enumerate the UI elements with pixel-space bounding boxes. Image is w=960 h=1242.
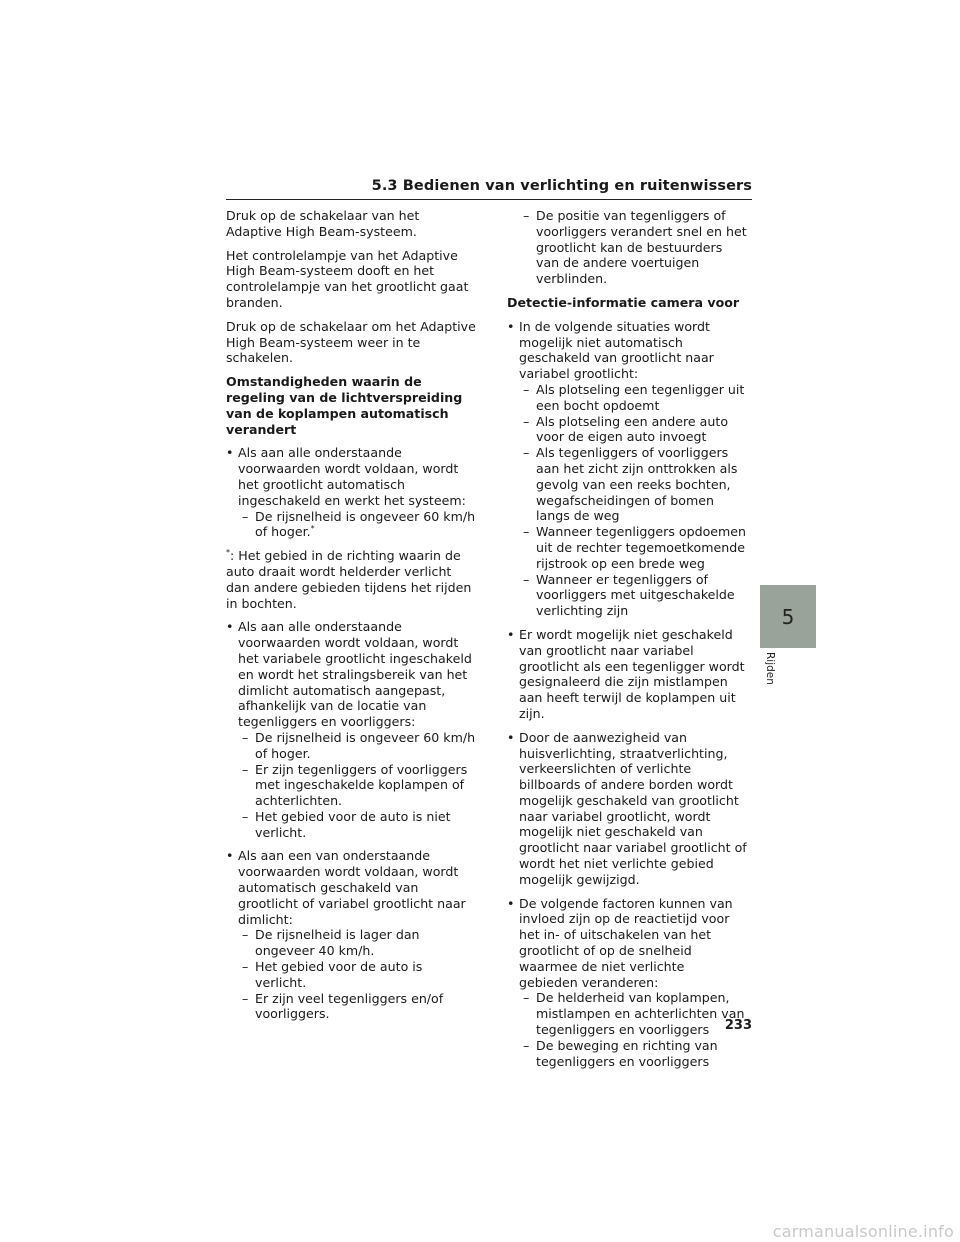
list-item bbox=[507, 627, 747, 722]
sub-list-item: – Wanneer tegenliggers opdoemen uit de rechter tegemoetkomende rijstrook op een brede weg bbox=[519, 524, 747, 571]
list-item bbox=[507, 319, 747, 619]
section-header: 5.3 Bedienen van verlichting en ruitenwissers bbox=[371, 178, 752, 194]
section-heading: Detectie-informatie camera voor bbox=[507, 294, 740, 310]
continued-sub-list-item: – De positie van tegenliggers of voorliggers verandert snel en het grootlicht kan de bestuurders van de andere voertuigen verblinden. bbox=[507, 208, 747, 287]
list-item-text: • Er wordt mogelijk niet geschakeld van grootlicht naar variabel grootlicht als een tegenligger wordt gesignaleerd die zijn mistlampen aan heeft terwijl de koplampen uit zijn. bbox=[519, 626, 745, 721]
list-item-text: • Door de aanwezigheid van huisverlichting, straatverlichting, verkeerslichten of verlichte billboards of andere borden wordt mogelijk geschakeld van grootlicht naar variabel grootlicht, wordt mogelijk niet geschakeld van grootlicht naar variabel grootlicht of wordt het niet verlichte gebied mogelijk gewijzigd. bbox=[519, 729, 747, 887]
sub-list-item: – De beweging en richting van tegenliggers en voorliggers bbox=[519, 1038, 747, 1070]
footnote-marker: * bbox=[310, 524, 315, 534]
header-divider bbox=[226, 199, 752, 200]
list-item-text: • In de volgende situaties wordt mogelijk niet automatisch geschakeld van grootlicht naar variabel grootlicht: bbox=[519, 318, 714, 382]
right-column bbox=[507, 208, 747, 1077]
footnote-marker: * bbox=[226, 547, 230, 557]
paragraph-3: Druk op de schakelaar om het Adaptive High Beam-systeem weer in te schakelen. bbox=[226, 318, 476, 366]
list-item bbox=[226, 445, 476, 540]
sub-list-item: – Als plotseling een tegenligger uit een bocht opdoemt bbox=[519, 382, 747, 414]
list-item bbox=[507, 730, 747, 888]
paragraph-2: Het controlelampje van het Adaptive High Beam-systeem dooft en het controlelampje van het grootlicht gaat branden. bbox=[226, 247, 469, 310]
list-item bbox=[226, 848, 476, 1022]
list-item bbox=[507, 896, 747, 1070]
sub-list-item: – Wanneer er tegenliggers of voorliggers met uitgeschakelde verlichting zijn bbox=[519, 572, 747, 619]
list-item-text: • Als aan alle onderstaande voorwaarden wordt voldaan, wordt het grootlicht automatisch ingeschakeld en werkt het systeem: bbox=[238, 445, 466, 508]
list-item-text: • Als aan een van onderstaande voorwaarden wordt voldaan, wordt automatisch geschakeld van grootlicht of variabel grootlicht naar dimlicht: bbox=[238, 848, 466, 927]
left-column bbox=[226, 208, 476, 1030]
chapter-label-text: Rijden bbox=[764, 652, 776, 685]
chapter-label bbox=[762, 652, 782, 692]
list-item-text: • Als aan alle onderstaande voorwaarden wordt voldaan, wordt het variabele grootlicht ingeschakeld en wordt het stralingsbereik van het dimlicht automatisch aangepast, afhankelijk van de locatie van tegenliggers en voorliggers: bbox=[238, 619, 472, 730]
list-item-text: • De volgende factoren kunnen van invloed zijn op de reactietijd voor het in- of uitschakelen van het grootlicht of op de snelheid waarmee de niet verlichte gebieden veranderen: bbox=[519, 895, 733, 990]
sub-list-item: – De helderheid van koplampen, mistlampen en achterlichten van tegenliggers en voorliggers bbox=[519, 990, 747, 1037]
sub-list-item: – Er zijn veel tegenliggers en/of voorliggers. bbox=[238, 991, 476, 1023]
sub-list-item: – Als tegenliggers of voorliggers aan het zicht zijn onttrokken als gevolg van een reeks bochten, wegafscheidingen of bomen langs de weg bbox=[519, 445, 747, 524]
footnote-text: : Het gebied in de richting waarin de auto draait wordt helderder verlicht dan andere gebieden tijdens het rijden in bochten. bbox=[226, 548, 472, 611]
sub-list-item: – Het gebied voor de auto is verlicht. bbox=[238, 959, 476, 991]
list-item bbox=[226, 619, 476, 840]
page-number: 233 bbox=[724, 1018, 752, 1033]
watermark: carmanualsonline.info bbox=[772, 1222, 954, 1241]
sub-list-item bbox=[238, 509, 476, 541]
footnote bbox=[226, 548, 476, 611]
sub-list-item-text: De rijsnelheid is ongeveer 60 km/h of hoger. bbox=[255, 508, 476, 540]
sub-list-item: – Er zijn tegenliggers of voorliggers met ingeschakelde koplampen of achterlichten. bbox=[238, 762, 476, 809]
sub-list-item: – De rijsnelheid is lager dan ongeveer 40 km/h. bbox=[238, 927, 476, 959]
section-heading: Omstandigheden waarin de regeling van de lichtverspreiding van de koplampen automatisch verandert bbox=[226, 374, 463, 437]
paragraph-1: Druk op de schakelaar van het Adaptive High Beam-systeem. bbox=[226, 208, 420, 239]
sub-list-item: – De rijsnelheid is ongeveer 60 km/h of hoger. bbox=[238, 730, 476, 762]
sub-list-item: – Het gebied voor de auto is niet verlicht. bbox=[238, 809, 476, 841]
chapter-tab: 5 bbox=[760, 585, 816, 648]
sub-list-item: – Als plotseling een andere auto voor de eigen auto invoegt bbox=[519, 414, 747, 446]
